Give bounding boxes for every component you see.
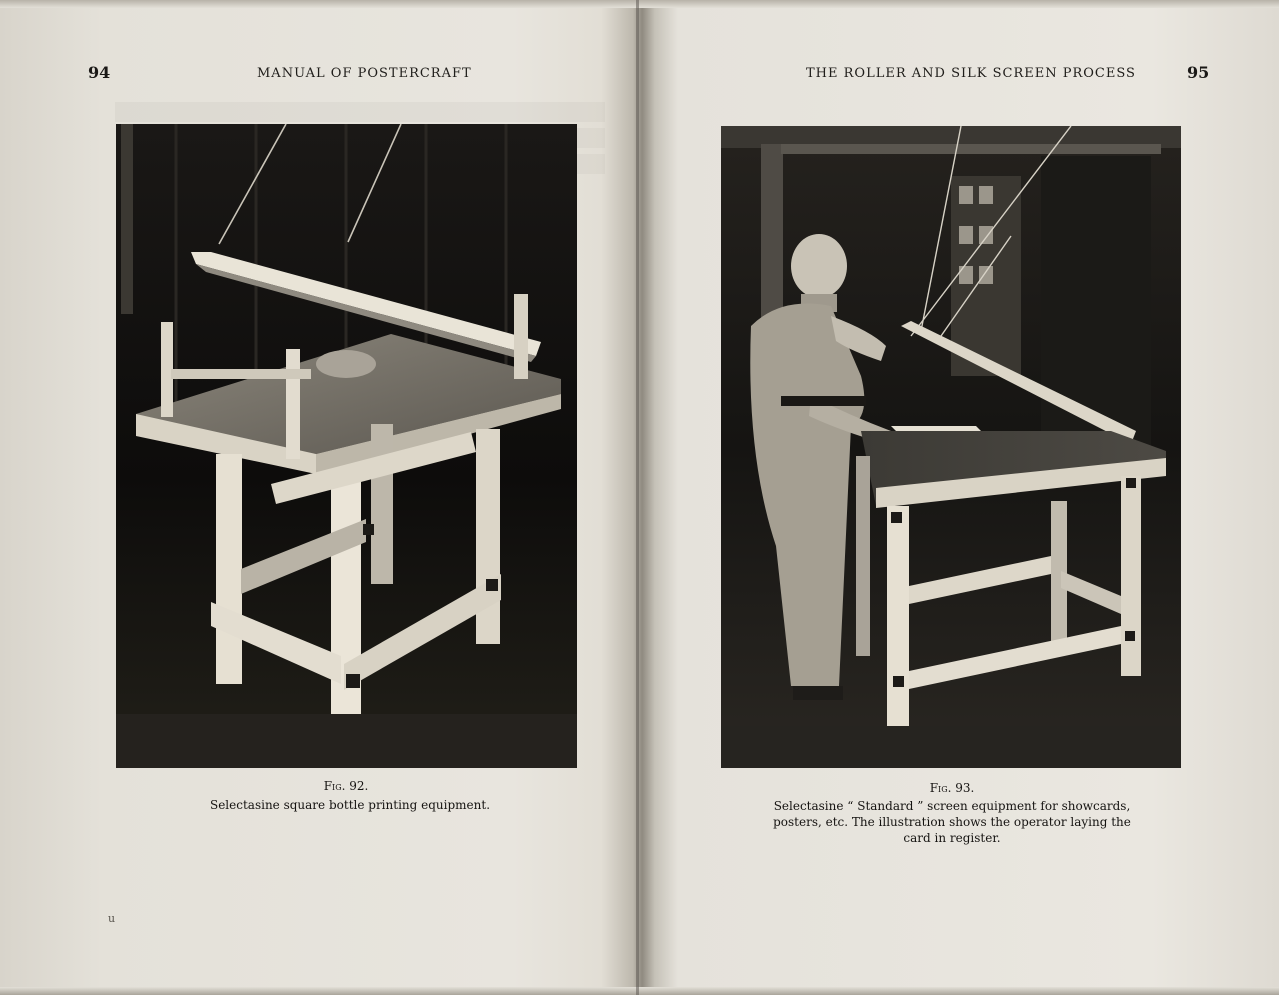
caption-93-line-3: card in register. bbox=[903, 831, 1001, 845]
caption-93-line-1: Selectasine “ Standard ” screen equipment for showcards, bbox=[773, 799, 1131, 813]
caption-93-line-2: posters, etc. The illustration shows the operator laying the bbox=[773, 815, 1131, 829]
running-head-right: THE ROLLER AND SILK SCREEN PROCESS bbox=[806, 66, 1136, 81]
operator-at-screen-table-image bbox=[721, 126, 1181, 768]
page-number-right: 95 bbox=[1187, 63, 1210, 82]
figure-label-93: Fig. 93. bbox=[929, 781, 975, 795]
caption-92: Selectasine square bottle printing equipment. bbox=[209, 798, 491, 812]
page-top-edge bbox=[0, 0, 1279, 8]
bottle-printing-table-image bbox=[116, 124, 577, 768]
figure-label-92: Fig. 92. bbox=[323, 779, 369, 793]
caption-93 bbox=[742, 798, 1162, 846]
page-number-left: 94 bbox=[88, 63, 111, 82]
page-bottom-edge bbox=[0, 987, 1279, 995]
book-gutter bbox=[636, 0, 639, 995]
signature-mark: u bbox=[108, 912, 116, 925]
figure-92-photo bbox=[116, 124, 577, 768]
figure-93-photo bbox=[721, 126, 1181, 768]
running-head-left: MANUAL OF POSTERCRAFT bbox=[257, 66, 472, 81]
